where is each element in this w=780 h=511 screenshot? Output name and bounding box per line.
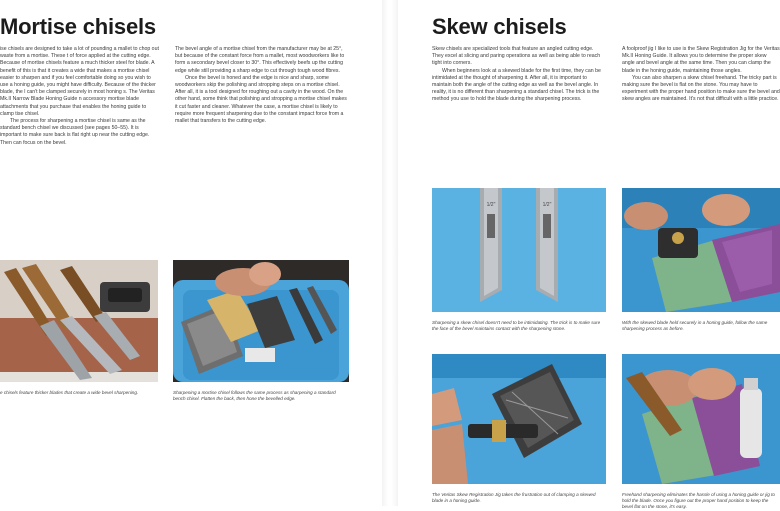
photo-sharpening-mortise	[173, 260, 349, 382]
photo-caption: Freehand sharpening eliminates the hassle of using a honing guide or jig to hold the blade. Once you figure out the proper hand position to keep the bevel flat on the stone, it's easy.	[622, 492, 775, 510]
page-gutter	[382, 0, 398, 506]
paragraph: Skew chisels are specialized tools that feature an angled cutting edge. They excel at slicing and paring operations as well as being able to reach tight into corners.	[432, 46, 601, 67]
photo-caption: With the skewed blade held securely in a honing guide, follow the same sharpening process as before.	[622, 320, 768, 332]
page-title: Skew chisels	[432, 14, 567, 39]
photo-caption: Sharpening a skew chisel doesn't need to be intimidating. The trick is to make sure the face of the bevel maintains contact with the sharpening stone.	[432, 320, 601, 332]
text-column-1	[432, 46, 602, 104]
paragraph: ise chisels are designed to take a lot of pounding a mallet to chop out waste from a mortise. These t of force applied at the cutting edge. Because of mortise chisels feature a much thicker steel for blade. A benefit of this is that it creates a wide that makes a mortise chisel easier to sharpen and if you feel comfortable doing so you wish to use a honing guide, you might have difficulty. Because of the thicker blade, the l can't be clamped securely in most honing s. The Veritas Mk.II Narrow Blade Honing Guide n accessory mortise blade attachments that you purchase that enables the honing guide to clamp tise chisel.	[0, 46, 159, 117]
text-column-2	[175, 46, 347, 125]
photo-registration-jig	[432, 354, 606, 484]
left-page	[0, 0, 382, 506]
page-title: Mortise chisels	[0, 14, 156, 39]
photo-skew-chisels	[432, 188, 606, 312]
paragraph: The bevel angle of a mortise chisel from the manufacturer may be at 25°, but because of the constant force from a mallet, most woodworkers like to form a secondary bevel closer to 30°. This effectively beefs up the cutting edge while still providing a sharp edge to cut through tough wood fibres.	[175, 46, 345, 74]
chisel-size-label: 1/2"	[542, 202, 552, 208]
paragraph: A foolproof jig I like to use is the Skew Registration Jig for the Veritas Mk.II Honing Guide. It allows you to determine the proper skew angle and bevel angle at the same time. Then you can clamp the blade in the honing guide, maintaining those angles.	[622, 46, 780, 74]
text-column-1	[0, 46, 160, 147]
chisel-size-label: 1/2"	[486, 202, 496, 208]
right-page	[398, 0, 780, 510]
photo-freehand-sharpening	[622, 354, 780, 484]
photo-mortise-chisels	[0, 260, 158, 382]
photo-caption: The Veritas Skew Registration Jig takes the frustration out of clamping a skewed blade in a honing guide.	[432, 492, 596, 504]
photo-caption: e chisels feature thicker blades that create a wide bevel sharpening.	[0, 390, 139, 395]
text-column-2	[622, 46, 780, 104]
photo-honing-guide	[622, 188, 780, 312]
paragraph: When beginners look at a skewed blade for the first time, they can be intimidated at the thought of sharpening it. After all, it is important to maintain both the angle of the cutting edge as well as the bevel angle. In reality, it is no different than sharpening a standard chisel. The trick is the method you use to hold the blade during the sharpening process.	[432, 67, 601, 103]
paragraph: You can also sharpen a skew chisel freehand. The tricky part is making sure the bevel is flat on the stone. You may have to experiment with the proper hand position to make sure the bevel and skew angles are maintained. It's not that difficult with a little practice.	[622, 74, 780, 103]
photo-caption: Sharpening a mortise chisel follows the same process as sharpening a standard bench chisel. Flatten the back, then hone the bevelled edge.	[173, 390, 336, 402]
paragraph: Once the bevel is honed and the edge is nice and sharp, some woodworkers skip the polishing and stropping steps on a mortise chisel. After all, it is a tool designed for roughing out a cavity in the wood. On the other hand, some think that polishing and stropping a mortise chisel makes it cut faster and cleaner. Whatever the case, a mortise chisel is likely to require more frequent sharpening due to the constant impact force from a mallet that transfers to the cutting edge.	[175, 74, 347, 125]
paragraph: The process for sharpening a mortise chisel is same as the standard bench chisel we discussed (see pages 50–55). It is important to make sure back is flat right up near the cutting edge. Then can focus on the bevel.	[0, 118, 150, 146]
